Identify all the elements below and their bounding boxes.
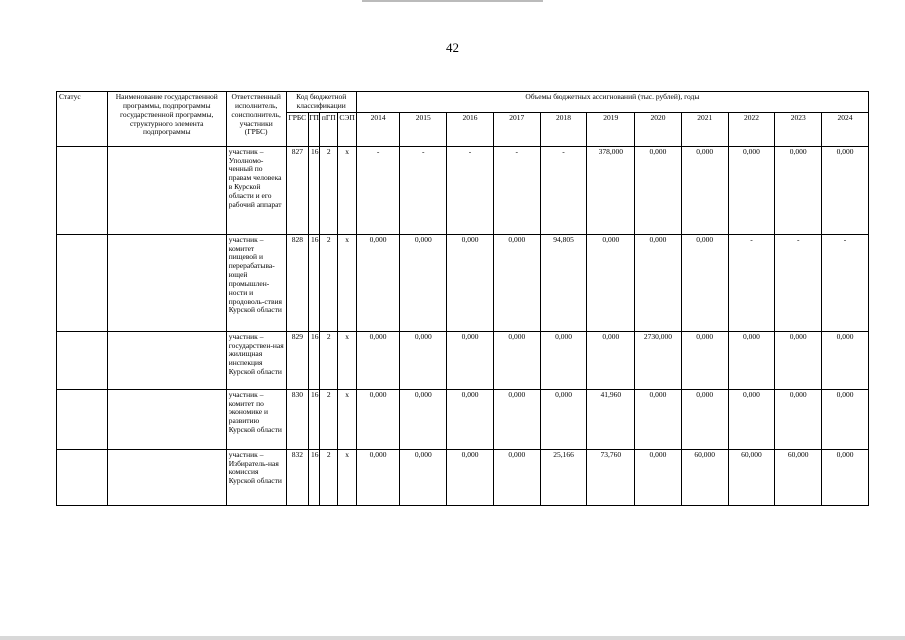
participant-cell: участник – государствен-ная жилищная инспекция Курской области bbox=[226, 331, 286, 389]
value-cell-2024: - bbox=[822, 234, 869, 331]
value-cell-2019: 0,000 bbox=[587, 234, 635, 331]
header-volume-group: Объемы бюджетных ассигнований (тыс. рублей), годы bbox=[356, 92, 868, 113]
value-cell-2023: 0,000 bbox=[775, 389, 822, 449]
value-cell-2014: 0,000 bbox=[356, 449, 400, 505]
value-cell-2017: 0,000 bbox=[493, 449, 540, 505]
grbs-cell: 830 bbox=[286, 389, 308, 449]
grbs-cell: 827 bbox=[286, 146, 308, 234]
header-code-group: Код бюджетной классификации bbox=[286, 92, 356, 113]
table-row bbox=[57, 389, 869, 449]
table-row bbox=[57, 234, 869, 331]
value-cell-2021: 60,000 bbox=[681, 449, 728, 505]
header-code-2: ГП bbox=[308, 112, 319, 146]
status-cell bbox=[57, 234, 108, 331]
value-cell-2018: 25,166 bbox=[540, 449, 587, 505]
participant-cell: участник – Уполномо-ченный по правам человека в Курской области и его рабочий аппарат bbox=[226, 146, 286, 234]
header-name: Наименование государственной программы, подпрограммы государственной программы, структурного элемента подпрограммы bbox=[107, 92, 226, 147]
value-cell-2014: 0,000 bbox=[356, 331, 400, 389]
status-cell bbox=[57, 146, 108, 234]
value-cell-2024: 0,000 bbox=[822, 449, 869, 505]
name-cell bbox=[107, 234, 226, 331]
value-cell-2020: 0,000 bbox=[635, 389, 682, 449]
value-cell-2019: 73,760 bbox=[587, 449, 635, 505]
name-cell bbox=[107, 146, 226, 234]
header-code-4: СЭП bbox=[338, 112, 356, 146]
pgp-cell: 2 bbox=[320, 146, 338, 234]
value-cell-2016: - bbox=[447, 146, 494, 234]
value-cell-2014: 0,000 bbox=[356, 389, 400, 449]
value-cell-2016: 0,000 bbox=[447, 449, 494, 505]
grbs-cell: 832 bbox=[286, 449, 308, 505]
name-cell bbox=[107, 331, 226, 389]
gp-cell: 16 bbox=[308, 449, 319, 505]
value-cell-2024: 0,000 bbox=[822, 389, 869, 449]
value-cell-2015: - bbox=[400, 146, 447, 234]
header-code-1: ГРБС bbox=[286, 112, 308, 146]
header-year-2021: 2021 bbox=[681, 112, 728, 146]
value-cell-2023: 60,000 bbox=[775, 449, 822, 505]
sep-cell: х bbox=[338, 331, 356, 389]
sep-cell: х bbox=[338, 389, 356, 449]
value-cell-2019: 378,000 bbox=[587, 146, 635, 234]
value-cell-2017: - bbox=[493, 146, 540, 234]
value-cell-2021: 0,000 bbox=[681, 234, 728, 331]
value-cell-2018: - bbox=[540, 146, 587, 234]
header-year-2018: 2018 bbox=[540, 112, 587, 146]
scan-bottom-edge bbox=[0, 636, 905, 640]
gp-cell: 16 bbox=[308, 331, 319, 389]
header-status: Статус bbox=[57, 92, 108, 147]
value-cell-2017: 0,000 bbox=[493, 234, 540, 331]
header-year-2015: 2015 bbox=[400, 112, 447, 146]
value-cell-2018: 0,000 bbox=[540, 331, 587, 389]
value-cell-2023: - bbox=[775, 234, 822, 331]
status-cell bbox=[57, 331, 108, 389]
value-cell-2016: 0,000 bbox=[447, 389, 494, 449]
value-cell-2023: 0,000 bbox=[775, 146, 822, 234]
header-year-2014: 2014 bbox=[356, 112, 400, 146]
value-cell-2021: 0,000 bbox=[681, 146, 728, 234]
name-cell bbox=[107, 449, 226, 505]
sep-cell: х bbox=[338, 234, 356, 331]
sep-cell: х bbox=[338, 146, 356, 234]
value-cell-2020: 0,000 bbox=[635, 234, 682, 331]
grbs-cell: 828 bbox=[286, 234, 308, 331]
header-code-3: пГП bbox=[320, 112, 338, 146]
value-cell-2020: 2730,000 bbox=[635, 331, 682, 389]
pgp-cell: 2 bbox=[320, 331, 338, 389]
participant-cell: участник – Избиратель-ная комиссия Курской области bbox=[226, 449, 286, 505]
value-cell-2014: - bbox=[356, 146, 400, 234]
value-cell-2022: 60,000 bbox=[728, 449, 775, 505]
header-year-2019: 2019 bbox=[587, 112, 635, 146]
value-cell-2022: 0,000 bbox=[728, 331, 775, 389]
value-cell-2016: 0,000 bbox=[447, 331, 494, 389]
value-cell-2024: 0,000 bbox=[822, 146, 869, 234]
value-cell-2022: 0,000 bbox=[728, 146, 775, 234]
value-cell-2021: 0,000 bbox=[681, 389, 728, 449]
header-executor: Ответственный исполнитель, соисполнитель, участники (ГРБС) bbox=[226, 92, 286, 147]
value-cell-2020: 0,000 bbox=[635, 449, 682, 505]
grbs-cell: 829 bbox=[286, 331, 308, 389]
status-cell bbox=[57, 449, 108, 505]
header-year-2020: 2020 bbox=[635, 112, 682, 146]
value-cell-2015: 0,000 bbox=[400, 389, 447, 449]
header-year-2016: 2016 bbox=[447, 112, 494, 146]
scan-top-edge bbox=[0, 0, 905, 2]
status-cell bbox=[57, 389, 108, 449]
header-year-2022: 2022 bbox=[728, 112, 775, 146]
page-number: 42 bbox=[446, 40, 459, 55]
participant-cell: участник – комитет по экономике и развитию Курской области bbox=[226, 389, 286, 449]
value-cell-2021: 0,000 bbox=[681, 331, 728, 389]
value-cell-2018: 0,000 bbox=[540, 389, 587, 449]
pgp-cell: 2 bbox=[320, 234, 338, 331]
budget-table bbox=[56, 91, 869, 506]
gp-cell: 16 bbox=[308, 389, 319, 449]
table-row bbox=[57, 146, 869, 234]
sep-cell: х bbox=[338, 449, 356, 505]
value-cell-2015: 0,000 bbox=[400, 234, 447, 331]
header-year-2017: 2017 bbox=[493, 112, 540, 146]
value-cell-2023: 0,000 bbox=[775, 331, 822, 389]
value-cell-2019: 0,000 bbox=[587, 331, 635, 389]
value-cell-2015: 0,000 bbox=[400, 331, 447, 389]
pgp-cell: 2 bbox=[320, 389, 338, 449]
header-year-2024: 2024 bbox=[822, 112, 869, 146]
value-cell-2015: 0,000 bbox=[400, 449, 447, 505]
value-cell-2020: 0,000 bbox=[635, 146, 682, 234]
value-cell-2016: 0,000 bbox=[447, 234, 494, 331]
value-cell-2017: 0,000 bbox=[493, 331, 540, 389]
header-year-2023: 2023 bbox=[775, 112, 822, 146]
value-cell-2022: 0,000 bbox=[728, 389, 775, 449]
table-row bbox=[57, 449, 869, 505]
value-cell-2018: 94,805 bbox=[540, 234, 587, 331]
value-cell-2019: 41,960 bbox=[587, 389, 635, 449]
value-cell-2022: - bbox=[728, 234, 775, 331]
gp-cell: 16 bbox=[308, 146, 319, 234]
pgp-cell: 2 bbox=[320, 449, 338, 505]
gp-cell: 16 bbox=[308, 234, 319, 331]
value-cell-2024: 0,000 bbox=[822, 331, 869, 389]
name-cell bbox=[107, 389, 226, 449]
table-row bbox=[57, 331, 869, 389]
value-cell-2017: 0,000 bbox=[493, 389, 540, 449]
participant-cell: участник – комитет пищевой и перерабатыва-ющей промышлен-ности и продоволь-ствия Курской области bbox=[226, 234, 286, 331]
value-cell-2014: 0,000 bbox=[356, 234, 400, 331]
